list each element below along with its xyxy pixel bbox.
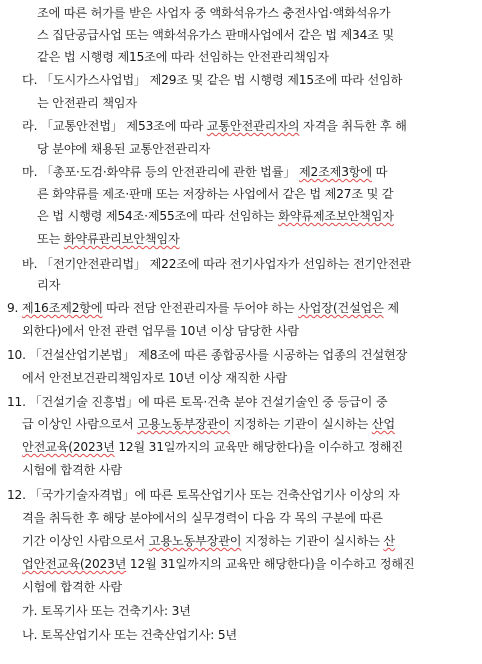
line-text: 시험에 합격한 사람 xyxy=(22,463,122,477)
line-text: 업안전교육(2023년 12월 31일까지의 교육만 해당한다)을 이수하고 정해진 xyxy=(22,557,415,571)
line-text: 조에 따른 허가를 받은 사업자 중 액화석유가스 충전사업·액화석유가 xyxy=(37,6,391,20)
line-text: 에서 안전보건관리책임자로 10년 이상 재직한 사람 xyxy=(22,371,287,385)
text-line xyxy=(0,393,482,411)
text-line xyxy=(0,369,482,387)
line-text: 11. 「건설기술 진흥법」에 따른 토목·건축 분야 건설기술인 중 등급이 중 xyxy=(7,395,388,409)
text-line xyxy=(0,578,482,596)
text-line xyxy=(0,486,482,504)
text-line xyxy=(0,230,482,248)
spellcheck-mark: 산업 xyxy=(371,417,395,431)
spellcheck-mark: 화약류관리보안책임자 xyxy=(63,232,180,246)
line-text: 시험에 합격한 사람 xyxy=(22,580,122,594)
line-text: 스 집단공급사업 또는 액화석유가스 판매사업에서 같은 법 제34조 및 xyxy=(37,28,394,42)
text-line xyxy=(0,626,482,644)
text-line xyxy=(0,48,482,66)
text-line xyxy=(0,276,482,294)
line-text: 격을 취득한 후 해당 분야에서의 실무경력이 다음 각 목의 구분에 따른 xyxy=(22,511,383,525)
line-text: 당 분야에 채용된 교통안전관리자 xyxy=(37,142,211,156)
line-text: 안전교육(2023년 12월 31일까지의 교육만 해당한다)을 이수하고 정해진 xyxy=(22,440,403,454)
spellcheck-mark: 화약류제조보안책임자 xyxy=(278,209,394,223)
spellcheck-mark: 안전교육(2023년 xyxy=(22,440,115,454)
spellcheck-mark: 고용노동부장관이 xyxy=(137,417,230,431)
line-text: 기간 이상인 사람으로서 고용노동부장관이 지정하는 기관이 실시하는 산 xyxy=(22,534,395,548)
text-line xyxy=(0,602,482,620)
line-text: 12. 「국가기술자격법」에 따른 토목산업기사 또는 건축산업기사 이상의 자 xyxy=(7,488,400,502)
text-line xyxy=(0,163,482,181)
line-text: 다. 「도시가스사업법」 제29조 및 같은 법 시행령 제15조에 따라 선임하 xyxy=(22,73,403,87)
text-line xyxy=(0,509,482,527)
spellcheck-mark: 업안전교육(2023년 xyxy=(22,557,127,571)
text-line xyxy=(0,71,482,89)
line-text: 리자 xyxy=(37,278,61,292)
line-text: 는 안전관리 책임자 xyxy=(37,96,137,110)
line-text: 바. 「전기안전관리법」 제22조에 따라 전기사업자가 선임하는 전기안전관 xyxy=(22,257,411,271)
line-text: 나. 토목산업기사 또는 건축산업기사: 5년 xyxy=(22,628,238,642)
text-line xyxy=(0,140,482,158)
text-line xyxy=(0,185,482,203)
text-line xyxy=(0,346,482,364)
text-line xyxy=(0,26,482,44)
line-text: 또는 화약류관리보안책임자 xyxy=(37,232,180,246)
text-line xyxy=(0,4,482,22)
line-text: 급 이상인 사람으로서 고용노동부장관이 지정하는 기관이 실시하는 산업 xyxy=(22,417,395,431)
line-text: 가. 토목기사 또는 건축기사: 3년 xyxy=(22,604,191,618)
spellcheck-mark: 고용노동부장관이 xyxy=(148,534,242,548)
text-line xyxy=(0,532,482,550)
spellcheck-mark: 교통안전관리자의 xyxy=(206,119,300,133)
line-text: 외한다)에서 안전 관련 업무를 10년 이상 담당한 사람 xyxy=(22,324,299,338)
spellcheck-mark: 산 xyxy=(383,534,395,548)
text-line xyxy=(0,322,482,340)
spellcheck-mark: 제2조제3항에 xyxy=(298,165,372,179)
text-line xyxy=(0,299,482,317)
line-text: 10. 「건설산업기본법」 제8조에 따른 종합공사를 시공하는 업종의 건설현장 xyxy=(7,348,408,362)
line-text: 른 화약류를 제조·판매 또는 저장하는 사업에서 같은 법 제27조 및 같 xyxy=(37,187,394,201)
spellcheck-mark: 사업장(건설업은 xyxy=(298,301,384,315)
line-text: 은 법 시행령 제54조·제55조에 따라 선임하는 화약류제조보안책임자 xyxy=(37,209,394,223)
spellcheck-mark: 제16조제2항에 xyxy=(21,301,103,315)
text-line xyxy=(0,94,482,112)
text-line xyxy=(0,415,482,433)
line-text: 9. 제16조제2항에 따라 전담 안전관리자를 두어야 하는 사업장(건설업은 제 xyxy=(7,301,399,315)
text-line xyxy=(0,555,482,573)
text-line xyxy=(0,117,482,135)
line-text: 마. 「총포·도검·화약류 등의 안전관리에 관한 법률」 제2조제3항에 따 xyxy=(22,165,388,179)
text-line xyxy=(0,438,482,456)
line-text: 라. 「교통안전법」 제53조에 따라 교통안전관리자의 자격을 취득한 후 해 xyxy=(22,119,407,133)
text-line xyxy=(0,255,482,273)
text-line xyxy=(0,461,482,479)
line-text: 같은 법 시행령 제15조에 따라 선임하는 안전관리책임자 xyxy=(37,50,329,64)
text-line xyxy=(0,207,482,225)
